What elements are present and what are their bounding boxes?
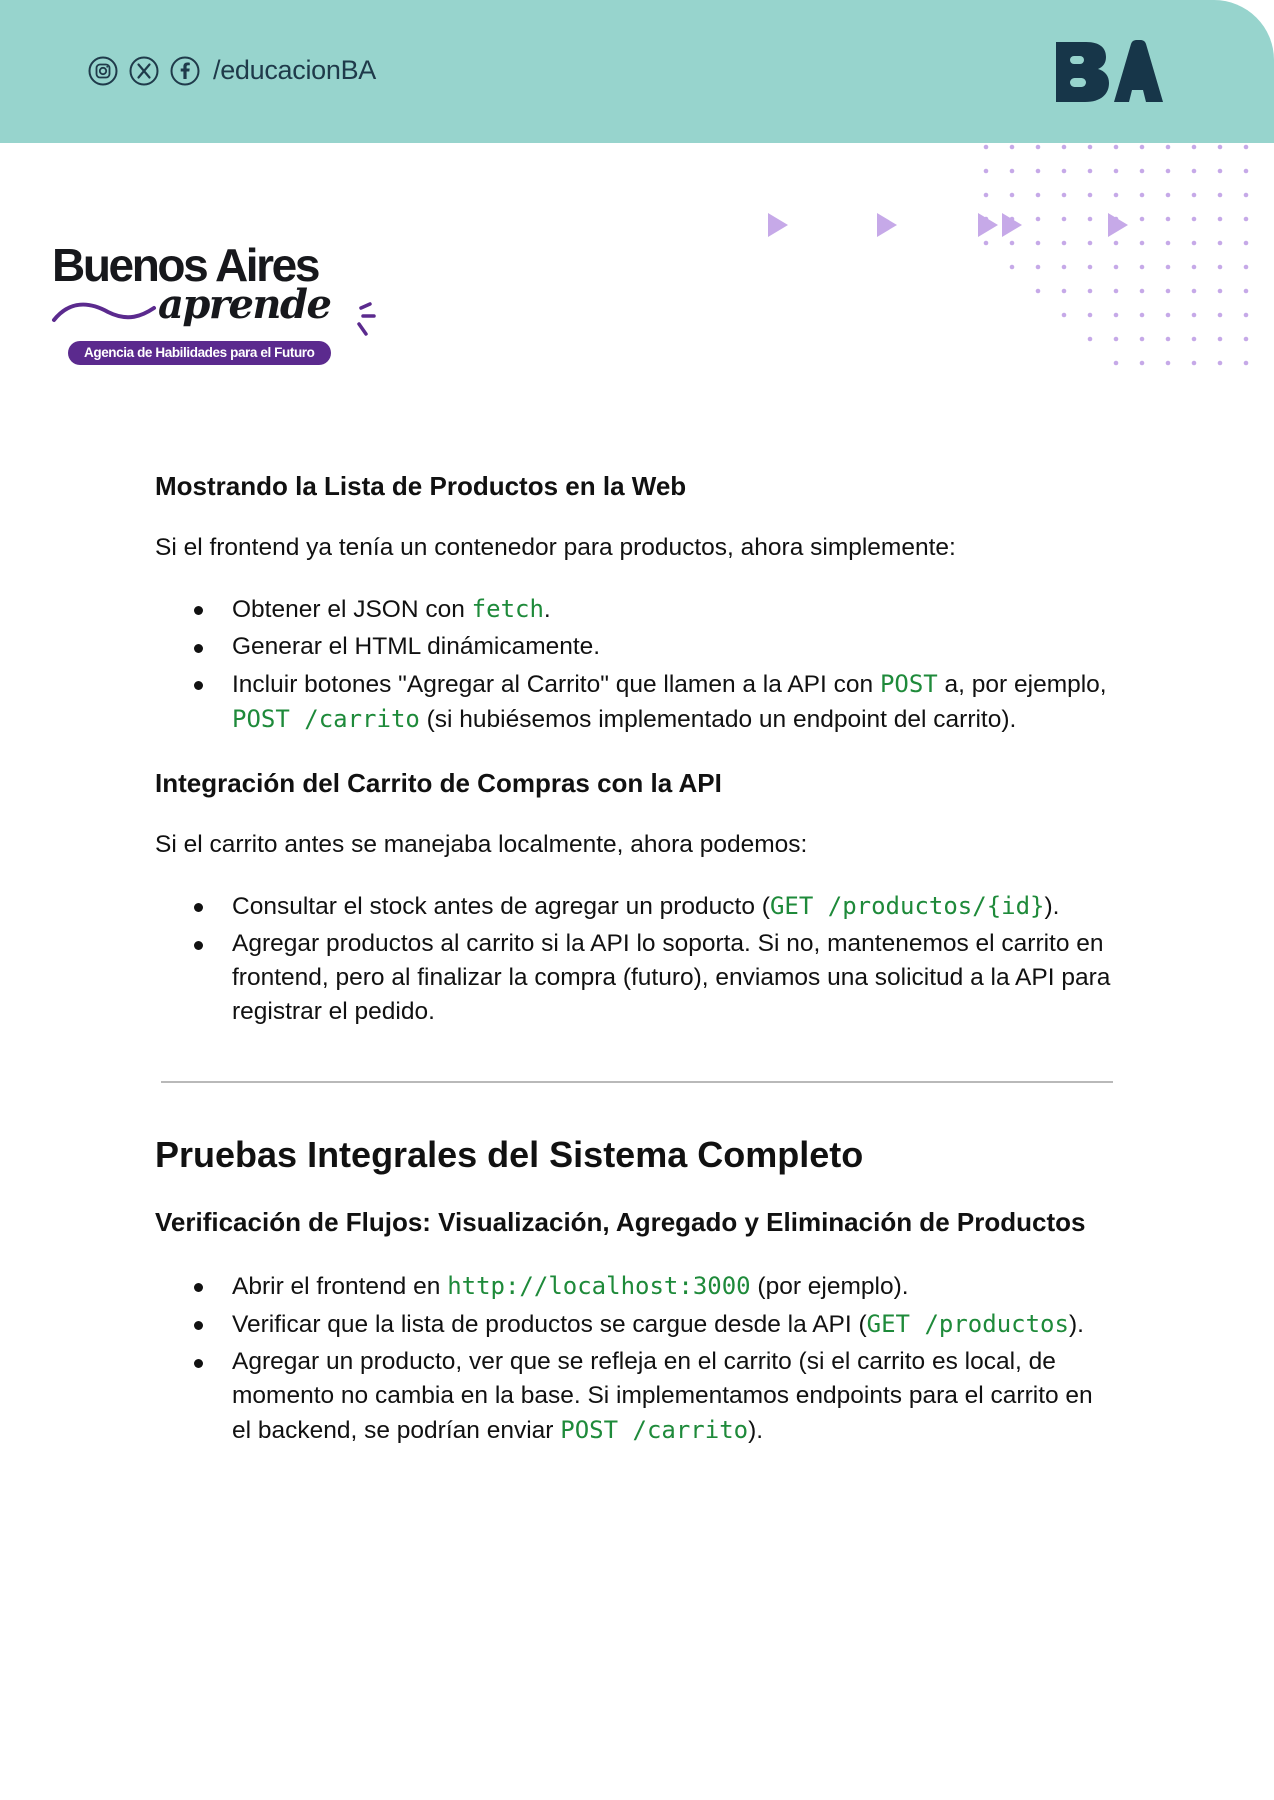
list-item: Agregar productos al carrito si la API lo soporta. Si no, mantenemos el carrito en frontend, pero al finalizar la compra (futuro), enviamos una solicitud a la API para registrar el pedido. xyxy=(155,927,1115,1029)
section-heading: Integración del Carrito de Compras con la API xyxy=(155,768,722,798)
decor-dot xyxy=(1166,289,1171,294)
decor-dot xyxy=(1166,313,1171,318)
decor-dot xyxy=(1062,193,1067,198)
decor-dot xyxy=(1114,313,1119,318)
decor-dot xyxy=(1088,313,1093,318)
decor-dot xyxy=(1166,145,1171,150)
decor-dot xyxy=(1244,337,1249,342)
decor-dot xyxy=(1218,361,1223,366)
list-item: Agregar un producto, ver que se refleja en el carrito (si el carrito es local, de momento no cambia en la base. Si implementamos endpoints para el carrito en el backend, se podrían enviar POST /carrito). xyxy=(155,1345,1115,1448)
decor-dot xyxy=(1244,265,1249,270)
list-item: Obtener el JSON con fetch. xyxy=(155,592,1115,627)
decor-dot xyxy=(1114,241,1119,246)
paragraph: Si el frontend ya tenía un contenedor para productos, ahora simplemente: xyxy=(155,534,956,561)
decor-dot xyxy=(1010,241,1015,246)
decorative-pattern xyxy=(760,143,1274,383)
decor-dot xyxy=(984,193,989,198)
play-arrow-icon xyxy=(877,213,897,237)
decor-dot xyxy=(1010,193,1015,198)
decor-dot xyxy=(1114,193,1119,198)
decor-dot xyxy=(1244,361,1249,366)
decor-dot xyxy=(1166,241,1171,246)
decor-dot xyxy=(1166,265,1171,270)
decor-dot xyxy=(1036,217,1041,222)
decor-dot xyxy=(1088,217,1093,222)
decor-dot xyxy=(1218,217,1223,222)
instagram-icon[interactable] xyxy=(88,56,118,86)
decor-dot xyxy=(1088,241,1093,246)
decor-dot xyxy=(1166,337,1171,342)
decor-dot xyxy=(1218,145,1223,150)
decor-dot xyxy=(1192,217,1197,222)
decor-dot xyxy=(1114,169,1119,174)
decor-dot xyxy=(1036,289,1041,294)
decor-dot xyxy=(1088,289,1093,294)
decor-dot xyxy=(1036,241,1041,246)
play-arrow-icon xyxy=(1108,213,1128,237)
decor-dot xyxy=(1244,313,1249,318)
play-arrow-icon xyxy=(1002,213,1022,237)
list-item: Consultar el stock antes de agregar un producto (GET /productos/{id}). xyxy=(155,889,1115,924)
list-item: Incluir botones "Agregar al Carrito" que llamen a la API con POST a, por ejemplo, POST /carrito (si hubiésemos implementado un endpoint del carrito). xyxy=(155,667,1115,737)
decor-dot xyxy=(1244,145,1249,150)
decor-dot xyxy=(1062,289,1067,294)
inline-code: POST /carrito xyxy=(232,705,420,733)
decor-dot xyxy=(1114,337,1119,342)
decor-dot xyxy=(1218,265,1223,270)
decor-dot xyxy=(1166,217,1171,222)
decor-dot xyxy=(1192,361,1197,366)
inline-code: GET /productos/{id} xyxy=(769,892,1045,920)
bullet-list xyxy=(155,592,1115,737)
decor-dot xyxy=(1114,361,1119,366)
decor-dot xyxy=(1218,169,1223,174)
decor-dot xyxy=(1192,313,1197,318)
list-item: Abrir el frontend en http://localhost:3000 (por ejemplo). xyxy=(155,1269,1115,1304)
decor-dot xyxy=(1010,145,1015,150)
decor-dot xyxy=(984,241,989,246)
paragraph: Si el carrito antes se manejaba localmente, ahora podemos: xyxy=(155,831,808,858)
decor-dot xyxy=(1010,265,1015,270)
decor-dot xyxy=(1036,145,1041,150)
section-title: Pruebas Integrales del Sistema Completo xyxy=(155,1134,864,1175)
decor-dot xyxy=(1140,265,1145,270)
brand-title: Buenos Aires xyxy=(52,239,319,291)
decor-dot xyxy=(1062,217,1067,222)
decor-dot xyxy=(1036,169,1041,174)
decor-dot xyxy=(1218,289,1223,294)
decor-dot xyxy=(1062,145,1067,150)
decor-dot xyxy=(1166,193,1171,198)
decor-dot xyxy=(1244,169,1249,174)
decor-dot xyxy=(1192,289,1197,294)
decor-dot xyxy=(1036,193,1041,198)
list-item: Generar el HTML dinámicamente. xyxy=(155,630,1115,664)
brand-logo xyxy=(50,239,390,372)
decor-dot xyxy=(1192,337,1197,342)
decor-dot xyxy=(1192,193,1197,198)
decor-dot xyxy=(1114,145,1119,150)
decor-dot xyxy=(1218,313,1223,318)
decor-dot xyxy=(1192,265,1197,270)
brand-tagline: Agencia de Habilidades para el Futuro xyxy=(68,341,331,365)
list-item: Verificar que la lista de productos se cargue desde la API (GET /productos). xyxy=(155,1307,1115,1342)
document-body xyxy=(155,468,1115,1448)
decor-dot xyxy=(1010,169,1015,174)
inline-code: POST xyxy=(879,670,938,698)
decor-dot xyxy=(1088,265,1093,270)
x-icon[interactable] xyxy=(129,56,159,86)
decor-dot xyxy=(1062,265,1067,270)
decor-dot xyxy=(1140,217,1145,222)
inline-code: GET /productos xyxy=(866,1310,1069,1338)
decor-dot xyxy=(1062,241,1067,246)
decor-dot xyxy=(1166,169,1171,174)
section-heading: Verificación de Flujos: Visualización, Agregado y Eliminación de Productos xyxy=(155,1207,1086,1237)
section-divider xyxy=(161,1081,1113,1083)
decor-dot xyxy=(1218,241,1223,246)
decor-dot xyxy=(1088,337,1093,342)
decor-dot xyxy=(1140,145,1145,150)
facebook-icon[interactable] xyxy=(170,56,200,86)
decor-dot xyxy=(1192,169,1197,174)
decor-dot xyxy=(1140,289,1145,294)
page-header xyxy=(0,0,1274,143)
decor-dot xyxy=(1244,217,1249,222)
section-heading: Mostrando la Lista de Productos en la Web xyxy=(155,471,687,501)
decor-dot xyxy=(1140,337,1145,342)
decor-dot xyxy=(1192,241,1197,246)
inline-code: fetch xyxy=(471,595,544,623)
decor-dot xyxy=(1140,169,1145,174)
ba-logo xyxy=(1052,40,1164,104)
decor-dot xyxy=(1166,361,1171,366)
decor-dot xyxy=(1088,145,1093,150)
play-arrow-icon xyxy=(978,213,998,237)
decor-dot xyxy=(1088,193,1093,198)
decor-dot xyxy=(1244,193,1249,198)
decor-dot xyxy=(1036,265,1041,270)
decor-dot xyxy=(1062,169,1067,174)
social-links xyxy=(88,55,376,86)
decor-dot xyxy=(1088,169,1093,174)
social-handle[interactable]: /educacionBA xyxy=(213,55,377,85)
bullet-list xyxy=(155,1269,1115,1448)
bullet-list xyxy=(155,889,1115,1029)
decor-dot xyxy=(1114,289,1119,294)
decor-dot xyxy=(1140,193,1145,198)
inline-code: POST /carrito xyxy=(560,1416,749,1444)
decor-dot xyxy=(1140,313,1145,318)
decor-dot xyxy=(1244,289,1249,294)
play-arrow-icon xyxy=(768,213,788,237)
brand-subtitle: aprende xyxy=(158,281,331,328)
inline-code: http://localhost:3000 xyxy=(447,1272,751,1300)
decor-dot xyxy=(984,169,989,174)
decor-dot xyxy=(1140,361,1145,366)
decor-dot xyxy=(1218,193,1223,198)
decor-dot xyxy=(1244,241,1249,246)
decor-dot xyxy=(1114,265,1119,270)
decor-dot xyxy=(1062,313,1067,318)
decor-dot xyxy=(1218,337,1223,342)
decor-dot xyxy=(1140,241,1145,246)
decor-dot xyxy=(984,145,989,150)
decor-dot xyxy=(1192,145,1197,150)
